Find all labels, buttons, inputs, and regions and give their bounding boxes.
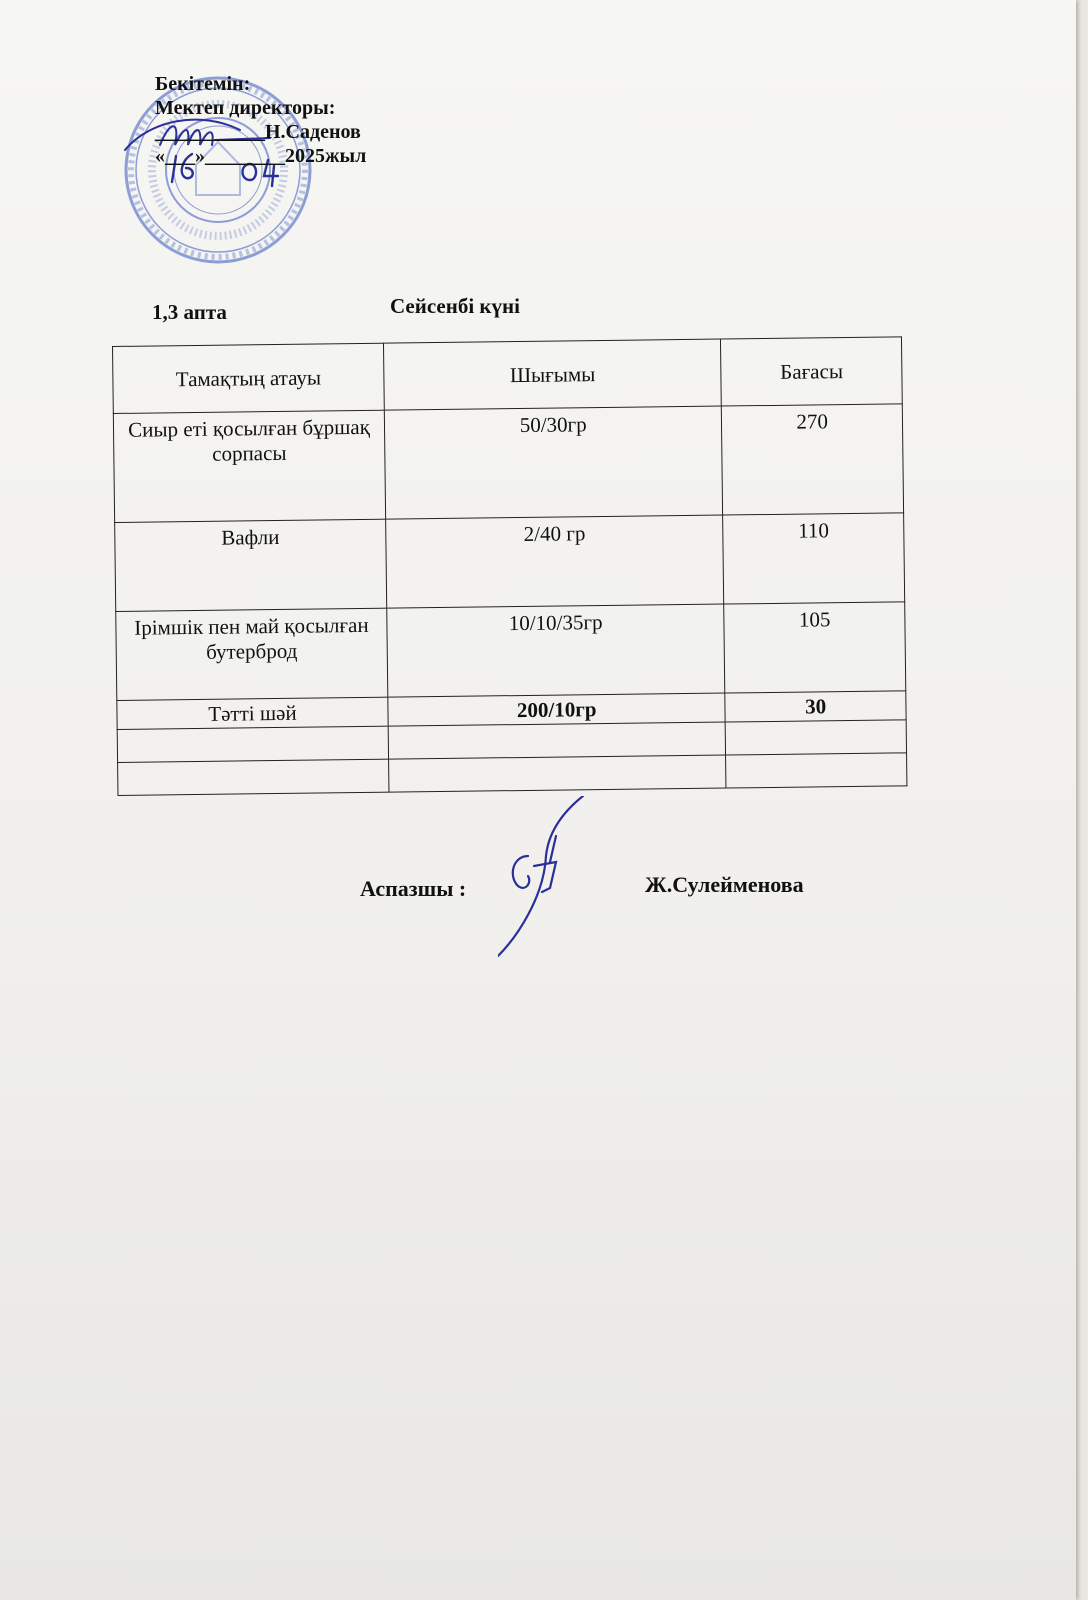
cook-name: Ж.Сулейменова	[645, 872, 804, 897]
dish-yield: 200/10гр	[388, 693, 726, 726]
dish-price: 270	[722, 404, 904, 515]
approval-title: Бекітемін:	[155, 73, 251, 95]
table-header-row	[113, 337, 903, 414]
dish-yield: 2/40 гр	[386, 515, 725, 608]
dish-yield: 10/10/35гр	[387, 604, 726, 697]
approval-date: «___»________2025жыл	[155, 145, 367, 167]
dish-price: 110	[723, 513, 905, 604]
table-row	[116, 602, 906, 701]
dish-price: 105	[724, 602, 906, 693]
cook-signature	[498, 796, 608, 976]
director-name: ___________Н.Саденов	[155, 121, 361, 143]
director-title: Мектеп директоры:	[155, 97, 336, 119]
table-row	[113, 404, 903, 523]
day-label: Сейсенбі күні	[390, 294, 520, 318]
menu-table	[112, 336, 907, 796]
dish-price: 30	[725, 691, 906, 722]
week-label: 1,3 апта	[152, 300, 227, 324]
empty-cell	[726, 720, 907, 755]
dish-name: Тәтті шәй	[117, 697, 388, 729]
approval-block	[155, 72, 366, 168]
empty-cell	[388, 722, 726, 759]
dish-yield: 50/30гр	[384, 406, 723, 519]
dish-name: Сиыр еті қосылған бұршақ сорпасы	[113, 410, 385, 522]
column-header-name: Тамақтың атауы	[113, 343, 385, 413]
empty-cell	[117, 726, 388, 762]
cook-label: Аспазшы :	[360, 876, 467, 901]
column-header-price: Бағасы	[721, 337, 902, 406]
empty-cell	[389, 755, 727, 792]
table-row	[115, 513, 905, 612]
empty-cell	[118, 759, 389, 795]
column-header-yield: Шығымы	[383, 339, 721, 410]
dish-name: Вафли	[115, 519, 387, 611]
dish-name: Ірімшік пен май қосылған бутерброд	[116, 608, 388, 700]
empty-cell	[726, 753, 907, 788]
